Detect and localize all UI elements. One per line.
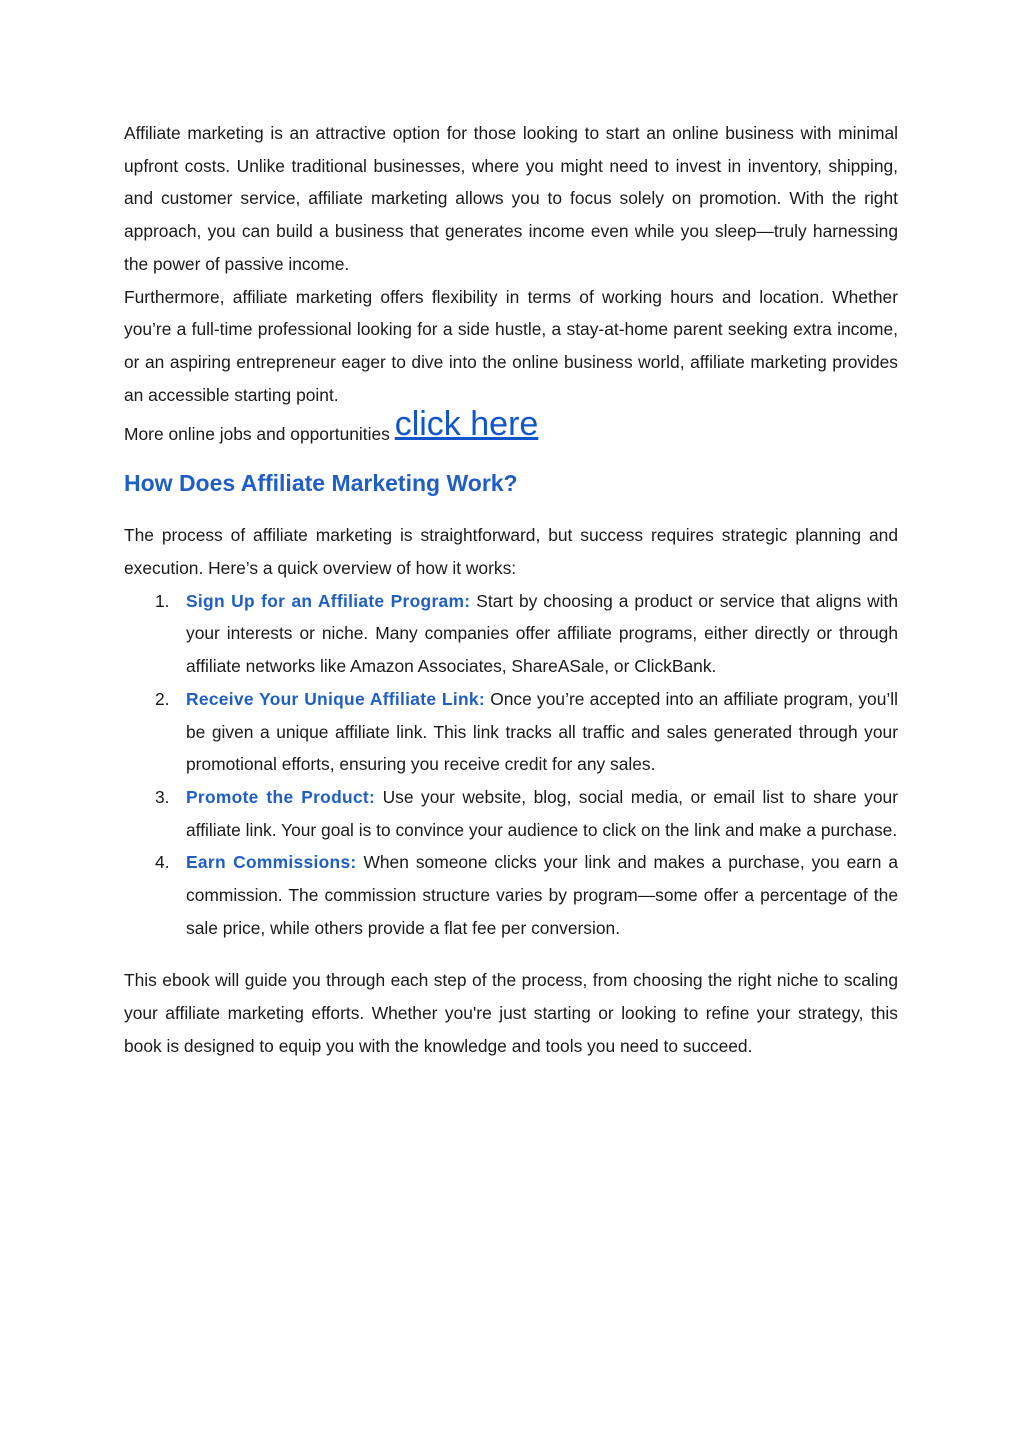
step-lead: Sign Up for an Affiliate Program: xyxy=(186,590,471,611)
flexibility-paragraph: Furthermore, affiliate marketing offers flexibility in terms of working hours and location. Whether you’re a full-time professional looking for a side hustle, a stay-at-home parent seeking extra income, or an aspiring entrepreneur eager to dive into the online business world, affiliate marketing provides an accessible starting point. xyxy=(124,286,898,405)
step-text: Once you’re accepted into an affiliate program, you’ll be given a unique affiliate link. This link tracks all traffic and sales generated through your promotional efforts, ensuring you receive credit for any sales. xyxy=(186,688,898,775)
process-paragraph: The process of affiliate marketing is straightforward, but success requires strategic planning and execution. Here’s a quick overview of how it works: xyxy=(124,525,898,579)
list-item xyxy=(124,585,898,683)
step-number: 3. xyxy=(155,786,170,807)
step-number: 4. xyxy=(155,852,170,873)
click-here-link[interactable]: click here xyxy=(394,405,539,444)
section-heading: How Does Affiliate Marketing Work? xyxy=(124,470,518,497)
intro-paragraph: Affiliate marketing is an attractive option for those looking to start an online business with minimal upfront costs. Unlike traditional businesses, where you might need to invest in inventory, shipping, and customer service, affiliate marketing allows you to focus solely on promotion. With the right approach, you can build a business that generates income even while you sleep—truly harnessing the power of passive income. xyxy=(124,123,898,274)
steps-list xyxy=(124,585,898,945)
step-lead: Receive Your Unique Affiliate Link: xyxy=(186,688,485,709)
step-number: 1. xyxy=(155,590,170,611)
step-text: Start by choosing a product or service that aligns with your interests or niche. Many companies offer affiliate programs, either directly or through affiliate networks like Amazon Associates, ShareASale, or ClickBank. xyxy=(186,590,898,677)
more-jobs-text: More online jobs and opportunities xyxy=(124,424,395,445)
step-number: 2. xyxy=(155,688,170,709)
step-text: Use your website, blog, social media, or email list to share your affiliate link. Your goal is to convince your audience to click on the link and make a purchase. xyxy=(186,786,898,840)
more-jobs-line xyxy=(124,405,898,449)
list-item xyxy=(124,846,898,944)
document-page xyxy=(124,117,898,1063)
list-item xyxy=(124,781,898,846)
closing-paragraph: This ebook will guide you through each step of the process, from choosing the right niche to scaling your affiliate marketing efforts. Whether you're just starting or looking to refine your strategy, this book is designed to equip you with the knowledge and tools you need to succeed. xyxy=(124,970,898,1056)
step-lead: Earn Commissions: xyxy=(186,852,357,873)
list-item xyxy=(124,683,898,781)
step-lead: Promote the Product: xyxy=(186,786,376,807)
step-text: When someone clicks your link and makes a purchase, you earn a commission. The commission structure varies by program—some offer a percentage of the sale price, while others provide a flat fee per conversion. xyxy=(186,852,898,938)
